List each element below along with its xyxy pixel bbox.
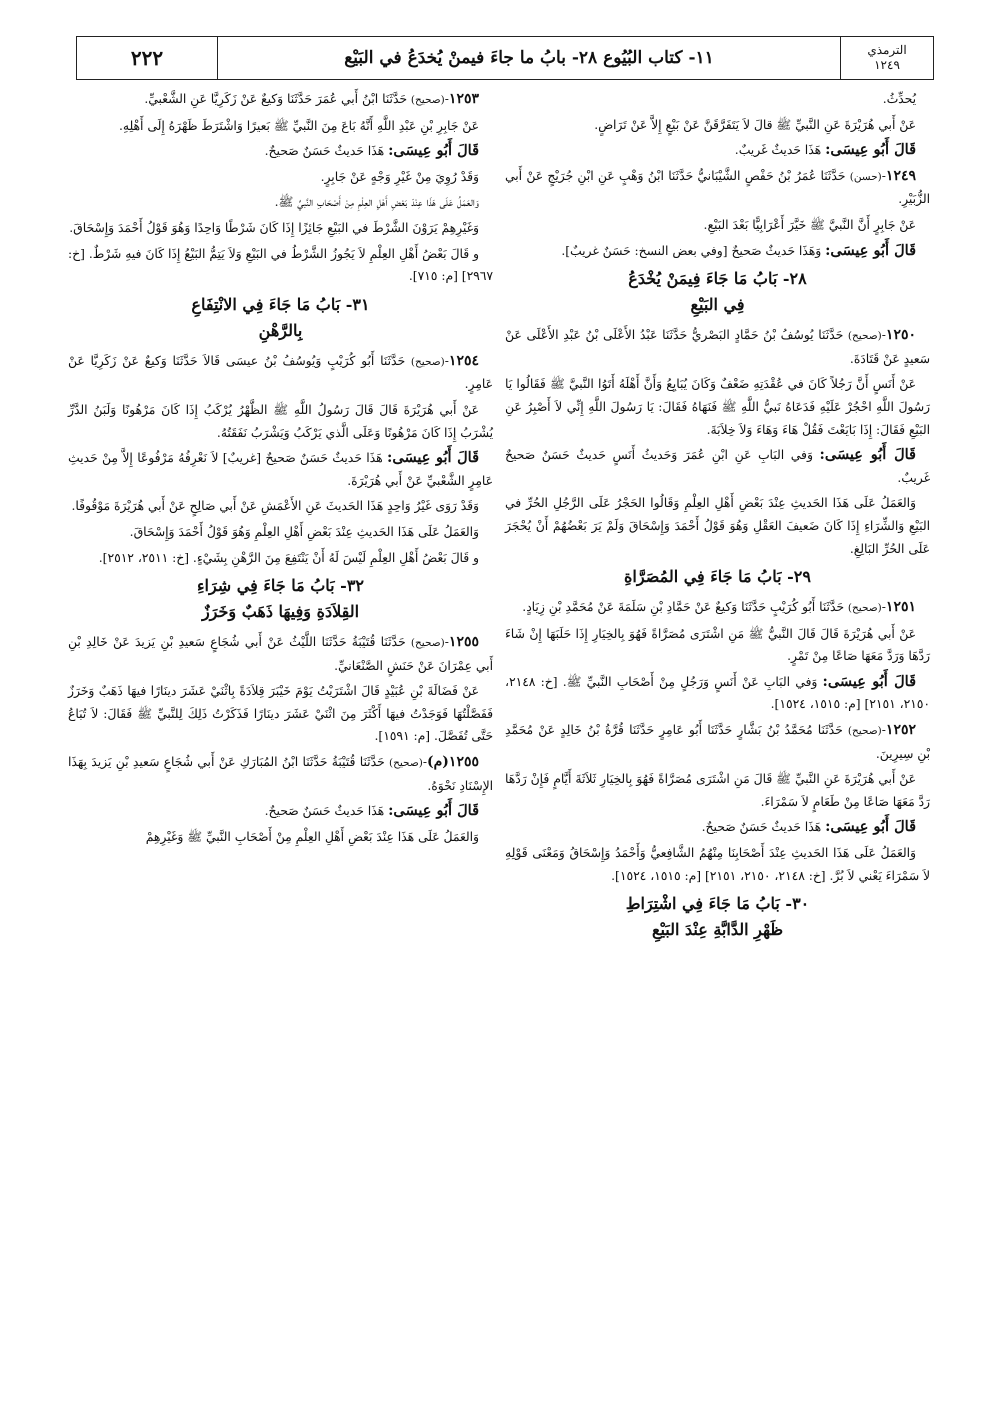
hadith-number: ١٢٤٩ <box>885 167 916 184</box>
hadith-isnad: حَدَّثَنَا قُتَيْبَةُ حَدَّثَنَا ابْنُ المُبَارَكِ عَنْ أَبي شُجَاعٍ سَعيدِ بْنِ يَزيدَ بِهَذَا الإِسْنَادِ نَحْوَهُ. <box>68 755 493 793</box>
hadith-chain: ١٢٥٤-(صحيح) حَدَّثَنَا أَبُو كُرَيْبٍ وَيُوسُفُ بْنُ عيسَى قَالاَ حَدَّثَنَا وَكيعٌ عَنْ زَكَرِيَّا عَنْ عَامِرٍ. <box>68 352 493 392</box>
comment-label: قَالَ أَبُو عِيسَى: <box>387 449 480 467</box>
hadith-isnad: حَدَّثَنَا أَبُو كُرَيْبٍ حَدَّثَنَا وَكيعٌ عَنْ حَمَّادِ بْنِ سَلَمَةَ عَنْ مُحَمَّدِ بْنِ زِيَادٍ. <box>522 600 848 615</box>
author-comment <box>68 140 493 163</box>
hadith-grade: (صحيح) <box>847 725 882 738</box>
author-comment <box>505 816 930 839</box>
text-paragraph: وَقَدْ رَوَى غَيْرُ وَاحِدٍ هَذَا الحَديثَ عَنِ الأَعْمَشِ عَنْ أَبي صَالِحٍ عَنْ أَبي هُرَيْرَةَ مَوْقُوفًا. <box>71 499 479 514</box>
hadith-grade: (صحيح) <box>410 94 445 106</box>
text-paragraph: وَالعَمَلُ عَلَى هَذَا الحَديثِ عِنْدَ بَعْضِ أَهْلِ العِلْمِ وَهُوَ قَوْلُ أَحْمَدَ وَإِسْحَاقَ. <box>129 524 479 539</box>
chapter-title-line: فِي البَيْعِ <box>690 295 745 315</box>
text-paragraph: عَنْ أَبي هُرَيْرَةَ قَالَ قَالَ النَّبيُّ ﷺ مَنِ اشْتَرَى مُصَرَّاةً فَهُوَ بِالخِيَارِ إِذَا حَلَبَهَا إِنْ شَاءَ رَدَّهَا وَرَدَّ مَعَهَا صَاعًا مِنْ تَمْرٍ. <box>505 626 930 664</box>
author-comment <box>505 444 930 489</box>
hadith-number: ١٢٥٥ <box>448 634 479 651</box>
hadith-isnad: حَدَّثَنَا أَبُو كُرَيْبٍ وَيُوسُفُ بْنُ عيسَى قَالاَ حَدَّثَنَا وَكيعٌ عَنْ زَكَرِيَّا عَنْ عَامِرٍ. <box>68 353 493 392</box>
hadith-chain: ١٢٥٢-(صحيح) حَدَّثَنَا مُحَمَّدُ بْنُ بَشَّارٍ حَدَّثَنَا أَبُو عَامِرٍ حَدَّثَنَا قُرَّةُ بْنُ خَالِدٍ عَنْ مُحَمَّدِ بْنِ سِيرِينَ. <box>505 722 930 761</box>
chapter-title <box>505 891 930 943</box>
header-title: ١١- كتاب البُيُوع ٢٨- بابُ ما جاءَ فيمنْ يُخدَعُ في البَيْع <box>218 37 841 79</box>
author-comment <box>505 671 930 716</box>
author-comment <box>505 240 930 263</box>
hadith-chain: ١٢٥٣-(صحيح) حَدَّثَنَا ابْنُ أَبي عُمَرَ حَدَّثَنَا وَكيعٌ عَنْ زَكَرِيَّا عَنِ الشَّعْبيِّ. <box>144 91 479 107</box>
hadith-grade: (صحيح) <box>410 637 445 650</box>
hadith-isnad: حَدَّثَنَا ابْنُ أَبي عُمَرَ حَدَّثَنَا وَكيعٌ عَنْ زَكَرِيَّا عَنِ الشَّعْبيِّ. <box>144 92 411 106</box>
comment-label: قَالَ أَبُو عِيسَى: <box>825 818 916 836</box>
text-paragraph: عَنْ أَبي هُرَيْرَةَ قَالَ قَالَ رَسُولُ اللَّهِ ﷺ الظَّهْرُ يُرْكَبُ إِذَا كَانَ مَرْهُونًا وَلَبَنُ الدَّرِّ يُشْرَبُ إِذَا كَانَ مَرْهُونًا وَعَلَى الَّذي يَرْكَبُ وَيَشْرَبُ نَفَقَتُهُ. <box>68 402 493 440</box>
comment-text: وَفي البَابِ عَنِ ابْنِ عُمَرَ وَحَديثُ أَنَسٍ حَديثٌ حَسَنٌ صَحيحٌ غَريبٌ. <box>505 448 930 485</box>
comment-label: قَالَ أَبُو عِيسَى: <box>388 142 479 160</box>
comment-text: هَذَا حَديثٌ حَسَنٌ صَحيحٌ. <box>701 820 826 835</box>
hadith-chain: ١٢٥٥-(صحيح) حَدَّثَنَا قُتَيْبَةُ حَدَّثَنَا اللَّيْثُ عَنْ أَبي شُجَاعٍ سَعيدِ بْنِ يَزيدَ عَنْ خَالِدِ بْنِ أَبي عِمْرَانَ عَنْ حَنَشٍ الصَّنْعَانيِّ. <box>68 634 493 673</box>
hadith-isnad: حَدَّثَنَا مُحَمَّدُ بْنُ بَشَّارٍ حَدَّثَنَا أَبُو عَامِرٍ حَدَّثَنَا قُرَّةُ بْنُ خَالِدٍ عَنْ مُحَمَّدِ بْنِ سِيرِينَ. <box>505 723 930 761</box>
reference-book: الترمذي <box>867 43 907 57</box>
chapter-title-line: ٣١- بَابُ مَا جَاءَ فِي الانْتِفَاعِ <box>191 294 370 314</box>
comment-text: هَذَا حَديثٌ حَسَنٌ صَحيحٌ. <box>264 144 389 159</box>
text-paragraph: عَنْ أَنَسٍ أَنَّ رَجُلاً كَانَ في عُقْدَتِهِ ضَعْفٌ وَكَانَ يُبَايِعُ وَأَنَّ أَهْلَهُ أَتَوُا النَّبيَّ ﷺ فَقَالُوا يَا رَسُولَ اللَّهِ احْجُرْ عَلَيْهِ فَدَعَاهُ نَبيُّ اللَّهِ ﷺ فَنَهَاهُ فَقَالَ: يَا رَسُولَ اللَّهِ إِنِّي لاَ أَصْبِرُ عَنِ البَيْعِ فَقَالَ: إِذَا بَايَعْتَ فَقُلْ هَاءَ وَهَاءَ وَلاَ خِلاَبَةَ. <box>505 377 930 437</box>
hadith-chain: ١٢٤٩-(حسن) حَدَّثَنَا عُمَرُ بْنُ حَفْصٍ الشَّيْبَانيُّ حَدَّثَنَا ابْنُ وَهْبٍ عَنِ ابْنِ جُرَيْجٍ عَنْ أَبي الزُّبَيْرِ. <box>505 167 930 207</box>
hadith-number: ١٢٥٠ <box>885 327 916 344</box>
author-comment <box>68 800 493 823</box>
text-paragraph: وَقَدْ رُوِيَ مِنْ غَيْرِ وَجْهٍ عَنْ جَابِرٍ. <box>320 169 479 184</box>
hadith-number: ١٢٥٣ <box>448 91 479 107</box>
text-paragraph: عَنْ جَابِرِ بْنِ عَبْدِ اللَّهِ أَنَّهُ بَاعَ مِنَ النَّبيِّ ﷺ بَعيرًا وَاشْتَرَطَ ظَهْرَهُ إِلَى أَهْلِهِ. <box>118 118 479 133</box>
chapter-title <box>505 266 930 318</box>
hadith-chain: ١٢٥٥(م)-(صحيح) حَدَّثَنَا قُتَيْبَةُ حَدَّثَنَا ابْنُ المُبَارَكِ عَنْ أَبي شُجَاعٍ سَعيدِ بْنِ يَزيدَ بِهَذَا الإِسْنَادِ نَحْوَهُ. <box>68 754 493 793</box>
hadith-number: ١٢٥٥(م) <box>427 754 479 771</box>
hadith-isnad: حَدَّثَنَا قُتَيْبَةُ حَدَّثَنَا اللَّيْثُ عَنْ أَبي شُجَاعٍ سَعيدِ بْنِ يَزيدَ عَنْ خَالِدِ بْنِ أَبي عِمْرَانَ عَنْ حَنَشٍ الصَّنْعَانيِّ. <box>68 635 493 673</box>
hadith-number: ١٢٥٤ <box>448 352 479 369</box>
comment-text: هَذَا حَديثٌ غَريبٌ. <box>734 143 826 158</box>
text-paragraph: وَغَيْرِهِمْ يَرَوْنَ الشَّرْطَ في البَيْعِ جَائِزًا إِذَا كَانَ شَرْطًا وَاحِدًا وَهُوَ قَوْلُ أَحْمَدَ وَإِسْحَاقَ. <box>69 220 479 235</box>
chapter-title <box>68 573 493 625</box>
text-paragraph: و قَالَ بَعْضُ أَهْلِ العِلْمِ لَيْسَ لَهُ أَنْ يَنْتَفِعَ مِنَ الرَّهْنِ بِشَيْءٍ. [خ: ٢٥١١، ٢٥١٢]. <box>98 550 479 565</box>
comment-label: قَالَ أَبُو عِيسَى: <box>819 446 916 464</box>
chapter-title-line: ٢٨- بَابُ مَا جَاءَ فِيمَنْ يُخْدَعُ <box>628 269 807 289</box>
chapter-title-line: القِلاَدَةِ وَفِيهَا ذَهَبٌ وَخَرَزٌ <box>201 602 360 622</box>
chapter-title-line: ظَهْرِ الدَّابَّةِ عِنْدَ البَيْعِ <box>651 920 784 940</box>
comment-label: قَالَ أَبُو عِيسَى: <box>822 672 916 690</box>
text-paragraph: عَنْ أَبي هُرَيْرَةَ عَنِ النَّبيِّ ﷺ قَالَ مَنِ اشْتَرَى مُصَرَّاةً فَهُوَ بِالخِيَارِ ثَلاَثَةَ أَيَّامٍ فَإِنْ رَدَّهَا رَدَّ مَعَهَا صَاعًا مِنْ طَعَامٍ لاَ سَمْرَاءَ. <box>505 772 930 809</box>
chapter-title-line: ٣٢- بَابُ مَا جَاءَ فِي شِرَاءِ <box>197 576 364 596</box>
text-paragraph: عَنْ أَبي هُرَيْرَةَ عَنِ النَّبيِّ ﷺ قالَ لاَ يَتَفَرَّقَنَّ عَنْ بَيْعٍ إِلاَّ عَنْ تَرَاضٍ. <box>594 117 916 132</box>
comment-label: قَالَ أَبُو عِيسَى: <box>388 802 479 820</box>
text-paragraph: وَالعَمَلُ عَلَى هَذَا الحَديثِ عِنْدَ بَعْضِ أَهْلِ العِلْمِ وَقَالُوا الحَجْرُ عَلَى الرَّجُلِ الحُرِّ في البَيْعِ وَالشِّرَاءِ إِذَا كَانَ ضَعيفَ العَقْلِ وَهُوَ قَوْلُ أَحْمَدَ وَإِسْحَاقَ وَلَمْ يَرَ بَعْضُهُمْ أَنْ يُحْجَرَ عَلَى الحُرِّ البَالِغِ. <box>505 496 930 556</box>
text-paragraph: وَالعَمَلُ عَلَى هَذَا عِنْدَ بَعْضِ أَهْلِ العِلْمِ مِنْ أَصْحَابِ النَّبيِّ ﷺ. <box>274 195 479 210</box>
hadith-grade: (حسن) <box>849 170 882 183</box>
author-comment <box>505 139 930 162</box>
text-paragraph: وَالعَمَلُ عَلَى هَذَا الحَديثِ عِنْدَ أَصْحَابِنَا مِنْهُمُ الشَّافِعيُّ وَأَحْمَدُ وَإِسْحَاقُ وَمَعْنَى قَوْلِهِ لاَ سَمْرَاءَ يَعْني لاَ بُرَّ. [خ: ٢١٤٨، ٢١٥٠، ٢١٥١] [م: ١٥١٥، ١٥٢٤]. <box>505 846 930 883</box>
page-number: ٢٢٢ <box>77 37 218 79</box>
hadith-grade: (صحيح) <box>847 330 882 343</box>
left-column <box>68 88 493 851</box>
hadith-number: ١٢٥١ <box>885 599 916 616</box>
chapter-title-line: ٢٩- بَابُ مَا جَاءَ فِي المُصَرَّاةِ <box>624 567 811 587</box>
hadith-chain: ١٢٥٠-(صحيح) حَدَّثَنَا يُوسُفُ بْنُ حَمَّادٍ البَصْريُّ حَدَّثَنَا عَبْدُ الأَعْلَى بْنُ عَبْدِ الأَعْلَى عَنْ سَعيدٍ عَنْ قَتَادَةَ. <box>505 327 930 366</box>
comment-text: وَهَذَا حَديثٌ صَحيحٌ [وفي بعض النسخ: حَسَنٌ غريبٌ]. <box>561 243 826 258</box>
text-paragraph: و قَالَ بَعْضُ أَهْلِ العِلْمِ لاَ يَجُوزُ الشَّرْطُ في البَيْعِ وَلاَ يَتِمُّ البَيْعُ إِذَا كَانَ فيهِ شَرْطٌ. [خ: ٢٩٦٧] [م: ٧١٥]. <box>68 246 493 284</box>
chapter-title-line: بِالرَّهْنِ <box>258 320 303 340</box>
comment-label: قَالَ أَبُو عِيسَى: <box>825 141 916 159</box>
hadith-number: ١٢٥٢ <box>885 722 916 739</box>
text-paragraph: وَالعَمَلُ عَلَى هَذَا عِنْدَ بَعْضِ أَهْلِ العِلْمِ مِنْ أَصْحَابِ النَّبيِّ ﷺ وَغَيْرِهِمْ <box>145 829 479 844</box>
comment-text: وَفي البَابِ عَنْ أَنَسٍ وَرَجُلٍ مِنْ أَصْحَابِ النَّبيِّ ﷺ. [خ: ٢١٤٨، ٢١٥٠، ٢١٥١] [م: ١٥١٥، ١٥٢٤]. <box>505 674 930 712</box>
chapter-title <box>505 564 930 590</box>
hadith-grade: (صحيح) <box>847 602 882 615</box>
running-header <box>76 36 934 80</box>
hadith-chain: ١٢٥١-(صحيح) حَدَّثَنَا أَبُو كُرَيْبٍ حَدَّثَنَا وَكيعٌ عَنْ حَمَّادِ بْنِ سَلَمَةَ عَنْ مُحَمَّدِ بْنِ زِيَادٍ. <box>522 599 916 616</box>
comment-text: هَذَا حَديثٌ حَسَنٌ صَحيحٌ [غريبٌ] لاَ نَعْرِفُهُ مَرْفُوعًا إِلاَّ مِنْ حَديثِ عَامِرٍ الشَّعْبيِّ عَنْ أَبي هُرَيْرَةَ. <box>68 451 493 488</box>
author-comment <box>68 447 493 492</box>
hadith-grade: (صحيح) <box>410 355 445 368</box>
hadith-isnad: حَدَّثَنَا يُوسُفُ بْنُ حَمَّادٍ البَصْريُّ حَدَّثَنَا عَبْدُ الأَعْلَى بْنُ عَبْدِ الأَعْلَى عَنْ سَعيدٍ عَنْ قَتَادَةَ. <box>505 328 930 366</box>
reference-number: ١٢٤٩ <box>874 58 900 72</box>
chapter-title <box>68 292 493 344</box>
header-reference <box>841 37 933 79</box>
text-paragraph: يُحدِّثُ. <box>882 92 916 106</box>
text-paragraph: عَنْ جَابِرٍ أَنَّ النَّبيَّ ﷺ خَيَّرَ أَعْرَابِيًّا بَعْدَ البَيْعِ. <box>703 217 916 232</box>
comment-label: قَالَ أَبُو عِيسَى: <box>825 241 916 259</box>
comment-text: هَذَا حَديثٌ حَسَنٌ صَحيحٌ. <box>264 804 389 819</box>
hadith-grade: (صحيح) <box>389 757 423 770</box>
chapter-title-line: ٣٠- بَابُ مَا جَاءَ فِي اشْتِرَاطِ <box>625 894 810 914</box>
text-paragraph: عَنْ فَضَالَةَ بْنِ عُبَيْدٍ قَالَ اشْتَرَيْتُ يَوْمَ خَيْبَرَ قِلاَدَةً بِاثْنَيْ عَشَرَ دينَارًا فيهَا ذَهَبٌ وَخَرَزٌ فَفَصَّلْتُهَا فَوَجَدْتُ فيهَا أَكْثَرَ مِنَ اثْنَيْ عَشَرَ دينَارًا فَذَكَرْتُ ذَلِكَ لِلنَّبيِّ ﷺ فَقَالَ: لاَ تُبَاعُ حَتَّى تُفَصَّلَ. [م: ١٥٩١]. <box>68 684 493 744</box>
right-column <box>505 88 930 949</box>
hadith-isnad: حَدَّثَنَا عُمَرُ بْنُ حَفْصٍ الشَّيْبَانيُّ حَدَّثَنَا ابْنُ وَهْبٍ عَنِ ابْنِ جُرَيْجٍ عَنْ أَبي الزُّبَيْرِ. <box>505 168 930 207</box>
